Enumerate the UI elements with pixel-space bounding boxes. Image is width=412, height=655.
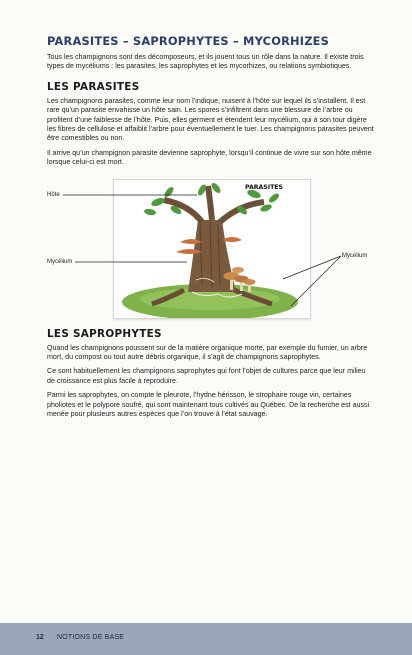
label-mycelium-left: Mycélium	[47, 258, 73, 265]
parasites-paragraph-2: Il arrive qu’un champignon parasite devienne saprophyte, lorsqu’il continue de vivre sur son hôte même lorsque celui-ci est mort.	[47, 148, 372, 167]
saprophytes-paragraph-2: Ce sont habituellement les champignons saprophytes qui font l’objet de cultures parce que leur milieu de croissance est plus facile à reproduire.	[47, 367, 366, 385]
page-title: PARASITES – SAPROPHYTES – MYCORHIZES	[47, 34, 330, 48]
parasites-heading: LES PARASITES	[47, 80, 140, 93]
saprophytes-paragraph-3: Parmi les saprophytes, on compte le pleurote, l’hydne hérisson, le strophaire rouge vin, certaines pholiotes et le polypore soufré, qui sont maintenant tous cultivés au Québec. De la recherche est aussi menée pour plusieurs autres espèces que l’on trouve à l’état sauvage.	[47, 391, 370, 419]
mycelium-right-leader-line-2	[291, 256, 341, 306]
saprophytes-heading: LES SAPROPHYTES	[47, 327, 162, 340]
page-footer	[0, 623, 412, 655]
parasites-paragraph-1: Les champignons parasites, comme leur nom l’indique, nuisent à l’hôte sur lequel ils s’installent. Il est rare qu’un parasite envahisse un hôte sain. Les spores s’infiltrent dans une blessure de l’arbre ou profitent d’une faiblesse de l’hôte. Puis, elles germent et étendent leur mycélium, qui à son tour digère les fibres de cellulose et affaiblit l’arbre pour éventuellement le tuer. Les champignons parasites peuvent être comestibles ou non.	[47, 96, 374, 143]
figure-title: PARASITES	[245, 183, 283, 191]
label-leaders	[47, 176, 375, 318]
footer-section-title: NOTIONS DE BASE	[57, 634, 125, 641]
parasites-figure	[47, 176, 375, 318]
label-mycelium-right: Mycélium	[342, 252, 368, 259]
label-host: Hôte	[47, 191, 60, 198]
page-content	[47, 34, 375, 425]
saprophytes-paragraph-1: Quand les champignons poussent sur de la matière organique morte, par exemple du fumier, un arbre mort, du compost ou tout autre débris organique, il s’agit de champignons saprophytes.	[47, 343, 368, 362]
page-number: 12	[36, 634, 44, 641]
intro-paragraph: Tous les champignons sont des décomposeurs, et ils jouent tous un rôle dans la nature. Il existe trois types de mycéliums : les parasites, les saprophytes et les mycorhizes, ou relations symbiotiques.	[47, 53, 364, 71]
mycelium-right-leader-line-1	[283, 256, 341, 279]
